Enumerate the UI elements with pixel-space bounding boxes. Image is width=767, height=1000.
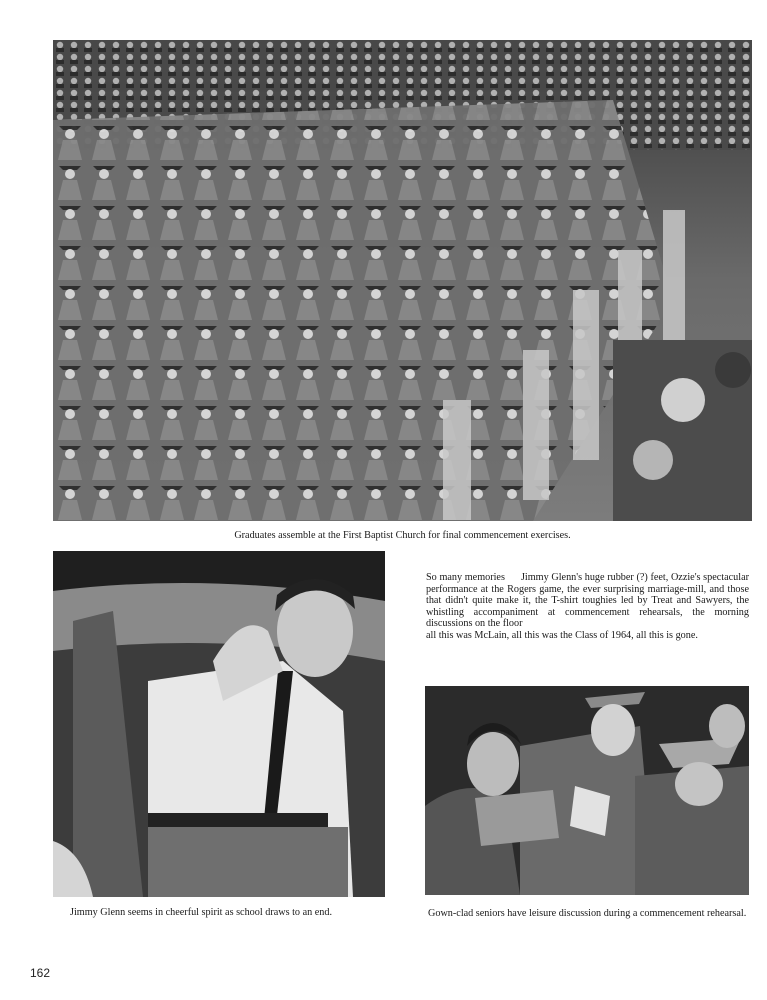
jimmy-glenn-image [53, 551, 385, 897]
memories-lead: So many memories [426, 572, 505, 583]
seniors-discussion-image [425, 686, 749, 895]
graduates-church-image [53, 40, 752, 521]
jimmy-glenn-photo [53, 551, 385, 897]
page-number: 162 [30, 966, 51, 980]
seniors-discussion-photo [425, 686, 749, 895]
memories-line-1: Jimmy Glenn's huge rubber (?) feet, Ozzie's spectacular performance at the Rogers game, the ever surprising marriage-mill, and those that didn't quite make it, the T-shirt toughies led by Treat and Sawyers, the whistling accompaniment at commencement rehearsals, the morning discussions on the floor [426, 572, 750, 630]
graduates-church-photo [53, 40, 752, 521]
jimmy-glenn-caption: Jimmy Glenn seems in cheerful spirit as school draws to an end. [70, 907, 332, 918]
seniors-caption: Gown-clad seniors have leisure discussion during a commencement rehearsal. [428, 908, 747, 919]
graduates-caption: Graduates assemble at the First Baptist Church for final commencement exercises. [234, 530, 571, 541]
memories-paragraph [426, 572, 749, 641]
memories-line-2: all this was McLain, all this was the Class of 1964, all this is gone. [426, 629, 698, 641]
